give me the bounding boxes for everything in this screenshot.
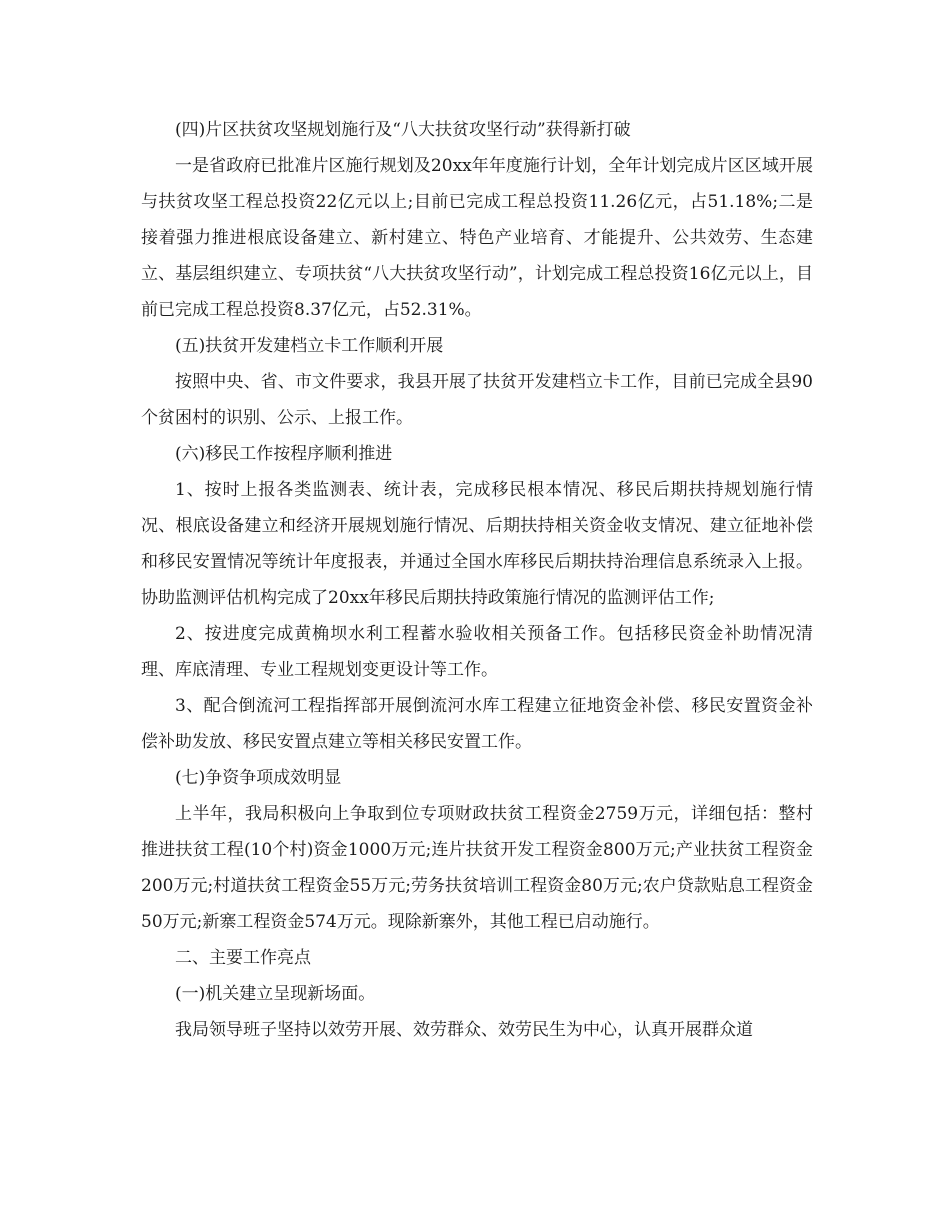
- document-body: [141, 112, 813, 1048]
- heading-5: (五)扶贫开发建档立卡工作顺利开展: [175, 336, 444, 356]
- heading-4: (四)片区扶贫攻坚规划施行及“八大扶贫攻坚行动”获得新打破: [175, 120, 631, 140]
- paragraph-poverty-plan: 一是省政府已批准片区施行规划及20xx年年度施行计划，全年计划完成片区区域开展与扶贫攻坚工程总投资22亿元以上;目前已完成工程总投资11.26亿元，占51.18%;二是接着强力推进根底设备建立、新村建立、特色产业培育、才能提升、公共效劳、生态建立、基层组织建立、专项扶贫“八大扶贫攻坚行动”，计划完成工程总投资16亿元以上，目前已完成工程总投资8.37亿元，占52.31%。: [141, 156, 813, 320]
- paragraph-migration-1: 1、按时上报各类监测表、统计表，完成移民根本情况、移民后期扶持规划施行情况、根底设备建立和经济开展规划施行情况、后期扶持相关资金收支情况、建立征地补偿和移民安置情况等统计年度报表，并通过全国水库移民后期扶持治理信息系统录入上报。协助监测评估机构完成了20xx年移民后期扶持政策施行情况的监测评估工作;: [141, 480, 813, 608]
- heading-1: (一)机关建立呈现新场面。: [175, 984, 376, 1004]
- paragraph-migration-2: 2、按进度完成黄桷坝水利工程蓄水验收相关预备工作。包括移民资金补助情况清理、库底清理、专业工程规划变更设计等工作。: [141, 624, 813, 680]
- paragraph-archive: 按照中央、省、市文件要求，我县开展了扶贫开发建档立卡工作，目前已完成全县90个贫困村的识别、公示、上报工作。: [141, 372, 813, 428]
- paragraph-migration-3: 3、配合倒流河工程指挥部开展倒流河水库工程建立征地资金补偿、移民安置资金补偿补助发放、移民安置点建立等相关移民安置工作。: [141, 696, 813, 752]
- paragraph-leadership: 我局领导班子坚持以效劳开展、效劳群众、效劳民生为中心，认真开展群众道: [175, 1020, 753, 1040]
- heading-7: (七)争资争项成效明显: [175, 768, 342, 788]
- heading-6: (六)移民工作按程序顺利推进: [175, 444, 393, 464]
- section-heading-highlights: 二、主要工作亮点: [175, 948, 311, 968]
- paragraph-funding: 上半年，我局积极向上争取到位专项财政扶贫工程资金2759万元，详细包括：整村推进扶贫工程(10个村)资金1000万元;连片扶贫开发工程资金800万元;产业扶贫工程资金200万元;村道扶贫工程资金55万元;劳务扶贫培训工程资金80万元;农户贷款贴息工程资金50万元;新寨工程资金574万元。现除新寨外，其他工程已启动施行。: [141, 804, 813, 932]
